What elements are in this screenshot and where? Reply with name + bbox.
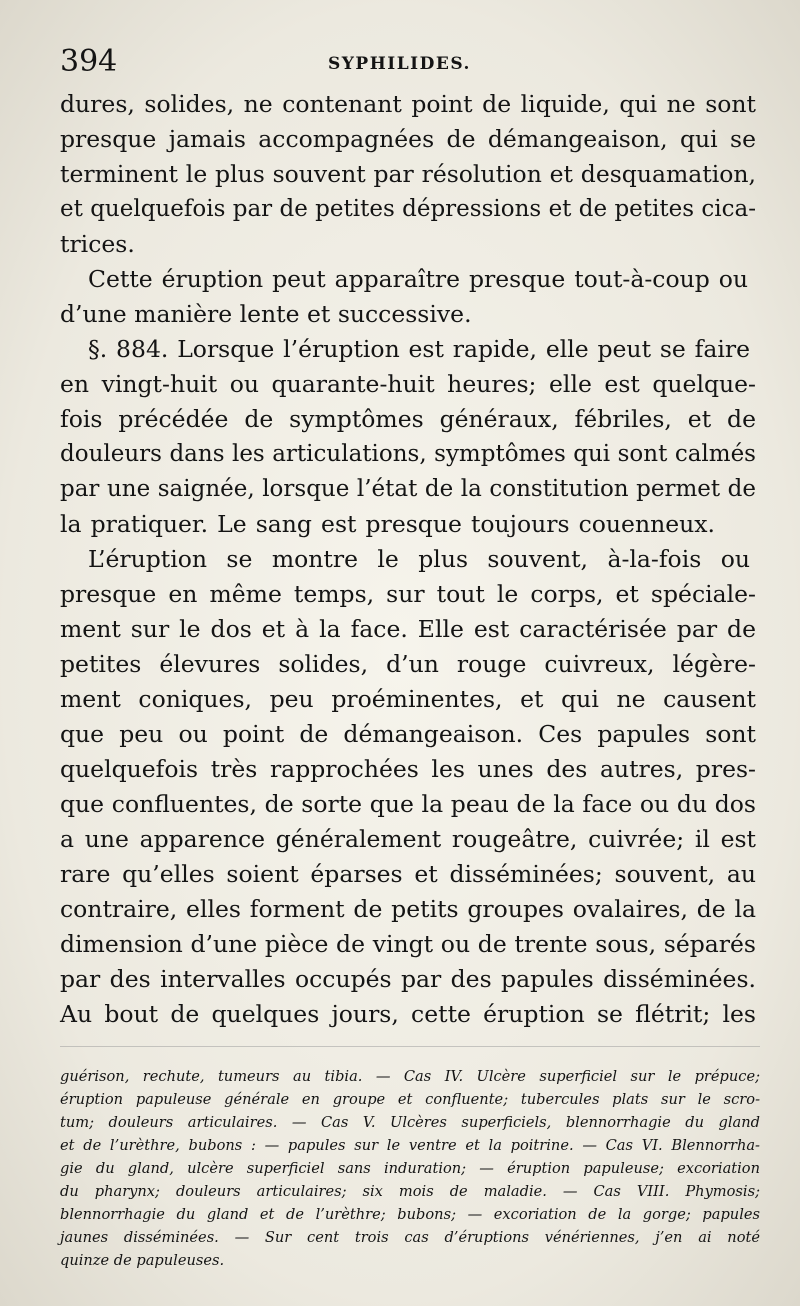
body-line: Au bout de quelques jours, cette éruption se flétrit; les (60, 1000, 756, 1028)
body-line: dimension d’une pièce de vingt ou de trente sous, séparés (60, 930, 756, 958)
footnote-line: éruption papuleuse générale en groupe et confluente; tubercules plats sur le scro- (60, 1091, 760, 1108)
body-line: ment sur le dos et à la face. Elle est caractérisée par de (60, 615, 756, 643)
footnote-divider (60, 1046, 760, 1047)
body-line: quelquefois très rapprochées les unes des autres, pres- (60, 755, 756, 783)
body-line: douleurs dans les articulations, symptômes qui sont calmés (60, 441, 756, 467)
page-number: 394 (60, 44, 118, 79)
body-line: a une apparence généralement rougeâtre, cuivrée; il est (60, 825, 756, 853)
body-line: dures, solides, ne contenant point de liquide, qui ne sont (60, 90, 756, 118)
body-line: fois précédée de symptômes généraux, fébriles, et de (60, 405, 756, 433)
body-line: Cette éruption peut apparaître presque tout-à-coup ou (88, 265, 748, 293)
body-line: d’une manière lente et successive. (60, 300, 472, 328)
body-line: la pratiquer. Le sang est presque toujours couenneux. (60, 510, 715, 538)
body-line: terminent le plus souvent par résolution et desquamation, (60, 160, 756, 188)
footnote-line: et de l’urèthre, bubons : — papules sur le ventre et la poitrine. — Cas VI. Blennorrha- (60, 1137, 760, 1154)
footnote-line: quinze de papuleuses. (60, 1252, 225, 1269)
footnote-line: guérison, rechute, tumeurs au tibia. — Cas IV. Ulcère superficiel sur le prépuce; (60, 1068, 760, 1085)
footnote-line: du pharynx; douleurs articulaires; six mois de maladie. — Cas VIII. Phymosis; (60, 1183, 760, 1200)
body-line: par une saignée, lorsque l’état de la constitution permet de (60, 476, 756, 502)
footnote-line: tum; douleurs articulaires. — Cas V. Ulcères superficiels, blennorrhagie du gland (60, 1114, 760, 1131)
body-line: §. 884. Lorsque l’éruption est rapide, elle peut se faire (88, 335, 750, 363)
body-line: et quelquefois par de petites dépressions et de petites cica- (60, 196, 756, 222)
body-line: que confluentes, de sorte que la peau de la face ou du dos (60, 790, 756, 818)
body-line: en vingt-huit ou quarante-huit heures; elle est quelque- (60, 370, 756, 398)
body-line: trices. (60, 230, 135, 258)
body-line: contraire, elles forment de petits groupes ovalaires, de la (60, 895, 756, 923)
page-header (60, 44, 760, 84)
body-line: par des intervalles occupés par des papules disséminées. (60, 965, 756, 993)
body-line: que peu ou point de démangeaison. Ces papules sont (60, 720, 756, 748)
body-line: ment coniques, peu proéminentes, et qui ne causent (60, 685, 756, 713)
body-line: rare qu’elles soient éparses et disséminées; souvent, au (60, 860, 756, 888)
running-head: SYPHILIDES. (328, 54, 471, 74)
body-line: presque en même temps, sur tout le corps, et spéciale- (60, 580, 756, 608)
footnote-line: gie du gland, ulcère superficiel sans induration; — éruption papuleuse; excoriation (60, 1160, 760, 1177)
footnote-line: blennorrhagie du gland et de l’urèthre; bubons; — excoriation de la gorge; papules (60, 1206, 760, 1223)
body-line: L’éruption se montre le plus souvent, à-la-fois ou (88, 545, 750, 573)
footnote-line: jaunes disséminées. — Sur cent trois cas d’éruptions vénériennes, j’en ai noté (60, 1229, 760, 1246)
body-line: petites élevures solides, d’un rouge cuivreux, légère- (60, 650, 756, 678)
body-line: presque jamais accompagnées de démangeaison, qui se (60, 125, 756, 153)
